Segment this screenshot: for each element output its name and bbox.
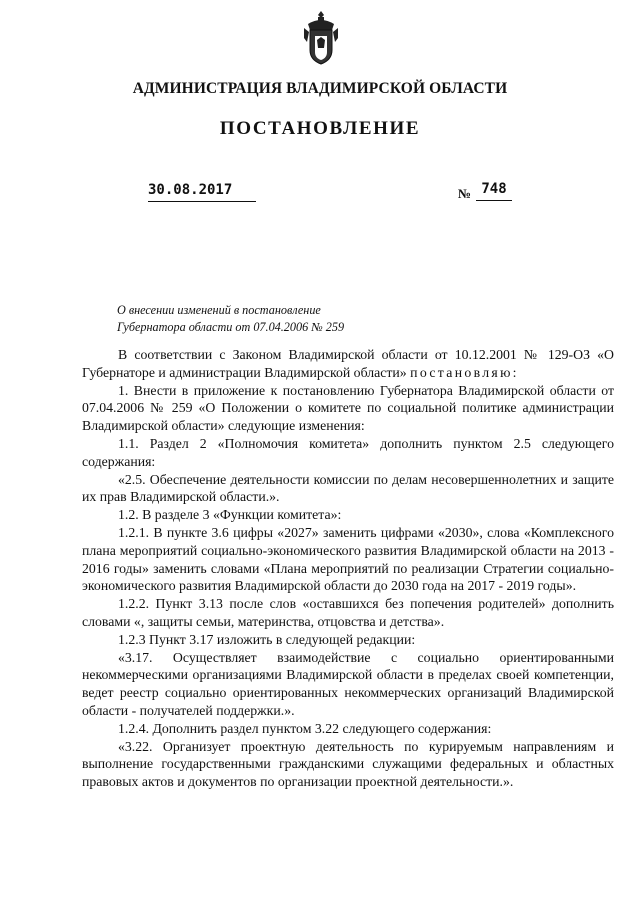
paragraph-1-1: 1.1. Раздел 2 «Полномочия комитета» дополнить пунктом 2.5 следующего содержания: (82, 435, 614, 469)
paragraph-1-2-1: 1.2.1. В пункте 3.6 цифры «2027» заменить цифрами «2030», слова «Комплексного плана мероприятий социально-экономического развития Владимирской области на 2013 - 2016 годы» заменить словами «Плана мероприятий по реализации Стратегии социально-экономического развития Владимирской области до 2030 года на 2017 - 2019 годы». (82, 524, 614, 594)
paragraph-2-5: «2.5. Обеспечение деятельности комиссии по делам несовершеннолетних и защите их прав Владимирской области.». (82, 471, 614, 505)
subject-line-1: О внесении изменений в постановление (117, 303, 321, 317)
paragraph-1-2-3: 1.2.3 Пункт 3.17 изложить в следующей редакции: (118, 631, 416, 647)
document-date: 30.08.2017 (148, 182, 256, 202)
coat-of-arms-icon (302, 10, 340, 66)
decree-word: постановляю: (410, 364, 519, 380)
paragraph-1-2-2: 1.2.2. Пункт 3.13 после слов «оставшихся без попечения родителей» дополнить словами «, защиты семьи, материнства, отцовства и детства». (82, 596, 614, 629)
document-number: 748 (476, 181, 512, 201)
number-label: № (458, 186, 472, 201)
preamble-text: В соответствии с Законом Владимирской области от 10.12.2001 № 129-ОЗ «О Губернаторе и администрации Владимирской области» (82, 347, 614, 380)
document-subject (117, 302, 344, 335)
paragraph-3-17: «3.17. Осуществляет взаимодействие с социально ориентированными некоммерческими организациями Владимирской области в пределах своей компетенции, ведет реестр социально ориентированных некоммерческих организаций Владимирской области - получателей поддержки.». (82, 649, 614, 718)
paragraph-1-2: 1.2. В разделе 3 «Функции комитета»: (118, 507, 342, 523)
paragraph-preamble (82, 346, 614, 382)
organization-name: АДМИНИСТРАЦИЯ ВЛАДИМИРСКОЙ ОБЛАСТИ (132, 80, 508, 97)
paragraph-3-22: «3.22. Организует проектную деятельность по курируемым направлениям и выполнение государственными гражданскими служащими федеральных и областных правовых актов и документов по организации проектной деятельности.». (82, 738, 614, 790)
document-body (82, 346, 614, 791)
paragraph-1: 1. Внести в приложение к постановлению Губернатора Владимирской области от 07.04.2006 № 259 «О Положении о комитете по социальной политике администрации Владимирской области» следующие изменения: (82, 382, 614, 434)
paragraph-1-2-4: 1.2.4. Дополнить раздел пунктом 3.22 следующего содержания: (118, 720, 492, 736)
subject-line-2: Губернатора области от 07.04.2006 № 259 (117, 319, 345, 334)
document-type: ПОСТАНОВЛЕНИЕ (219, 118, 421, 139)
